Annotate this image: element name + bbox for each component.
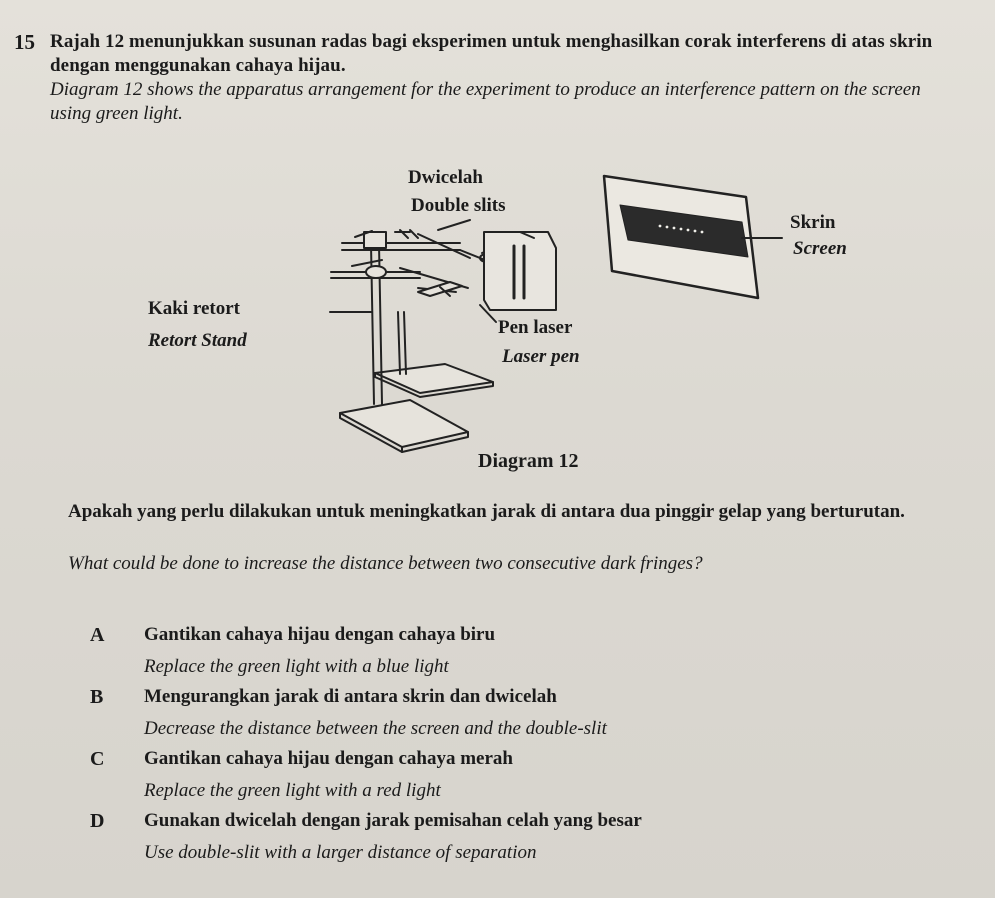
label-double-slits-malay: Dwicelah bbox=[408, 167, 483, 188]
label-screen-malay: Skrin bbox=[790, 212, 836, 233]
double-slits-leader bbox=[438, 220, 470, 230]
intro-malay: Rajah 12 menunjukkan susunan radas bagi eksperimen untuk menghasilkan corak interferens di atas skrin dengan menggunakan cahaya hijau. bbox=[50, 31, 933, 76]
option-text-english: Replace the green light with a red light bbox=[144, 780, 441, 801]
question-prompt-english: What could be done to increase the distance between two consecutive dark fringes? bbox=[68, 553, 703, 574]
question-prompt-malay: Apakah yang perlu dilakukan untuk meningkatkan jarak di antara dua pinggir gelap yang berturutan. bbox=[68, 501, 905, 522]
label-retort-stand-malay: Kaki retort bbox=[148, 298, 240, 319]
label-retort-stand-english: Retort Stand bbox=[148, 330, 247, 351]
option-letter: D bbox=[90, 810, 105, 832]
option-letter: B bbox=[90, 686, 104, 708]
intro-english: Diagram 12 shows the apparatus arrangement for the experiment to produce an interference pattern on the screen using green light. bbox=[50, 79, 921, 124]
option-text-malay: Gunakan dwicelah dengan jarak pemisahan celah yang besar bbox=[144, 810, 642, 831]
double-slit-slide bbox=[484, 232, 556, 310]
option-letter: A bbox=[90, 624, 105, 646]
label-screen-english: Screen bbox=[793, 238, 847, 259]
option-text-malay: Gantikan cahaya hijau dengan cahaya merah bbox=[144, 748, 513, 769]
upper-clamp bbox=[342, 230, 494, 262]
laser-platform bbox=[375, 364, 493, 397]
label-laser-pen-english: Laser pen bbox=[502, 346, 580, 367]
option-text-english: Replace the green light with a blue light bbox=[144, 656, 449, 677]
label-double-slits-english: Double slits bbox=[411, 195, 506, 216]
diagram-caption: Diagram 12 bbox=[478, 450, 579, 472]
option-text-malay: Mengurangkan jarak di antara skrin dan dwicelah bbox=[144, 686, 557, 707]
option-text-english: Decrease the distance between the screen and the double-slit bbox=[144, 718, 607, 739]
option-text-malay: Gantikan cahaya hijau dengan cahaya biru bbox=[144, 624, 496, 645]
question-number: 15 bbox=[14, 30, 35, 54]
label-laser-pen-malay: Pen laser bbox=[498, 317, 573, 338]
lower-clamp bbox=[331, 260, 468, 296]
retort-base-plate bbox=[340, 400, 468, 452]
option-letter: C bbox=[90, 748, 105, 770]
screen bbox=[604, 176, 782, 298]
option-text-english: Use double-slit with a larger distance of separation bbox=[144, 842, 537, 863]
